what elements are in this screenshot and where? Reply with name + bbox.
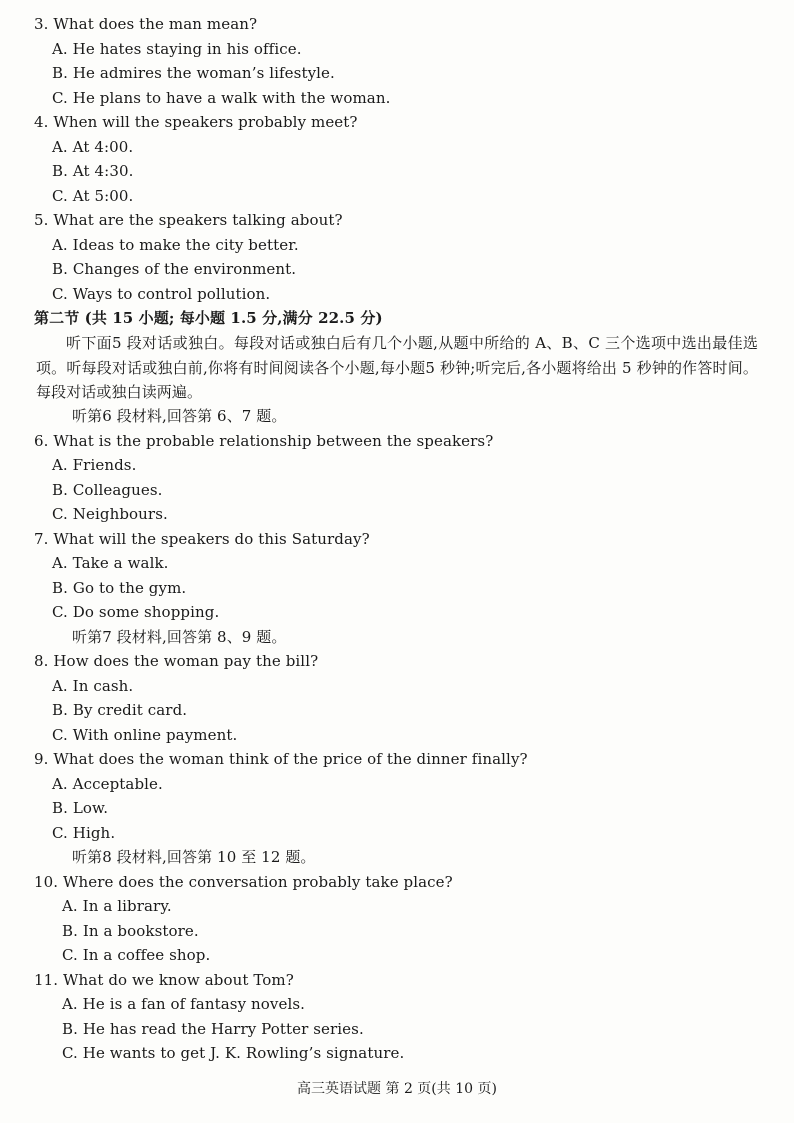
question-5-option-a: A. Ideas to make the city better. <box>52 236 299 254</box>
question-3-stem: 3. What does the man mean? <box>34 15 258 33</box>
question-11-option-b: B. He has read the Harry Potter series. <box>62 1020 364 1038</box>
question-10-option-b: B. In a bookstore. <box>62 922 199 940</box>
question-7-option-c: C. Do some shopping. <box>52 603 220 621</box>
section-2-instructions: 听下面5 段对话或独白。每段对话或独白后有几个小题,从题中所给的 A、B、C 三个选项中选出最佳选项。听每段对话或独白前,你将有时间阅读各个小题,每小题5 秒钟;听完后,各小题将给出 5 秒钟的作答时间。每段对话或独白读两遍。 <box>36 334 758 401</box>
question-6-option-c: C. Neighbours. <box>52 505 168 523</box>
question-5-option-c: C. Ways to control pollution. <box>52 285 271 303</box>
question-7-option-b: B. Go to the gym. <box>52 579 187 597</box>
question-4-option-c: C. At 5:00. <box>52 187 134 205</box>
question-3-option-b: B. He admires the woman’s lifestyle. <box>52 64 335 82</box>
question-4-stem: 4. When will the speakers probably meet? <box>34 113 358 131</box>
question-9-option-c: C. High. <box>52 824 116 842</box>
question-8-option-c: C. With online payment. <box>52 726 238 744</box>
question-10-option-c: C. In a coffee shop. <box>62 946 211 964</box>
section-2-heading: 第二节 (共 15 小题; 每小题 1.5 分,满分 22.5 分) <box>34 309 383 327</box>
question-8-option-a: A. In cash. <box>52 677 134 695</box>
question-7-stem: 7. What will the speakers do this Saturday? <box>34 530 370 548</box>
question-6-option-b: B. Colleagues. <box>52 481 163 499</box>
question-4-option-a: A. At 4:00. <box>52 138 134 156</box>
question-10-option-a: A. In a library. <box>62 897 172 915</box>
question-6-stem: 6. What is the probable relationship between the speakers? <box>34 432 494 450</box>
question-8-option-b: B. By credit card. <box>52 701 188 719</box>
question-5-stem: 5. What are the speakers talking about? <box>34 211 343 229</box>
question-7-option-a: A. Take a walk. <box>52 554 169 572</box>
question-8-stem: 8. How does the woman pay the bill? <box>34 652 319 670</box>
question-3-option-c: C. He plans to have a walk with the woman. <box>52 89 391 107</box>
material-8-instruction: 听第8 段材料,回答第 10 至 12 题。 <box>72 848 316 866</box>
question-9-option-b: B. Low. <box>52 799 109 817</box>
question-11-option-c: C. He wants to get J. K. Rowling’s signature. <box>62 1044 405 1062</box>
question-11-option-a: A. He is a fan of fantasy novels. <box>62 995 306 1013</box>
question-11-stem: 11. What do we know about Tom? <box>34 971 294 989</box>
question-5-option-b: B. Changes of the environment. <box>52 260 297 278</box>
page-footer: 高三英语试题 第 2 页(共 10 页) <box>297 1081 497 1097</box>
material-7-instruction: 听第7 段材料,回答第 8、9 题。 <box>72 628 287 646</box>
question-10-stem: 10. Where does the conversation probably take place? <box>34 873 453 891</box>
question-3-option-a: A. He hates staying in his office. <box>52 40 302 58</box>
question-4-option-b: B. At 4:30. <box>52 162 134 180</box>
question-9-option-a: A. Acceptable. <box>52 775 163 793</box>
material-6-instruction: 听第6 段材料,回答第 6、7 题。 <box>72 407 287 425</box>
question-9-stem: 9. What does the woman think of the price of the dinner finally? <box>34 750 528 768</box>
question-6-option-a: A. Friends. <box>52 456 137 474</box>
